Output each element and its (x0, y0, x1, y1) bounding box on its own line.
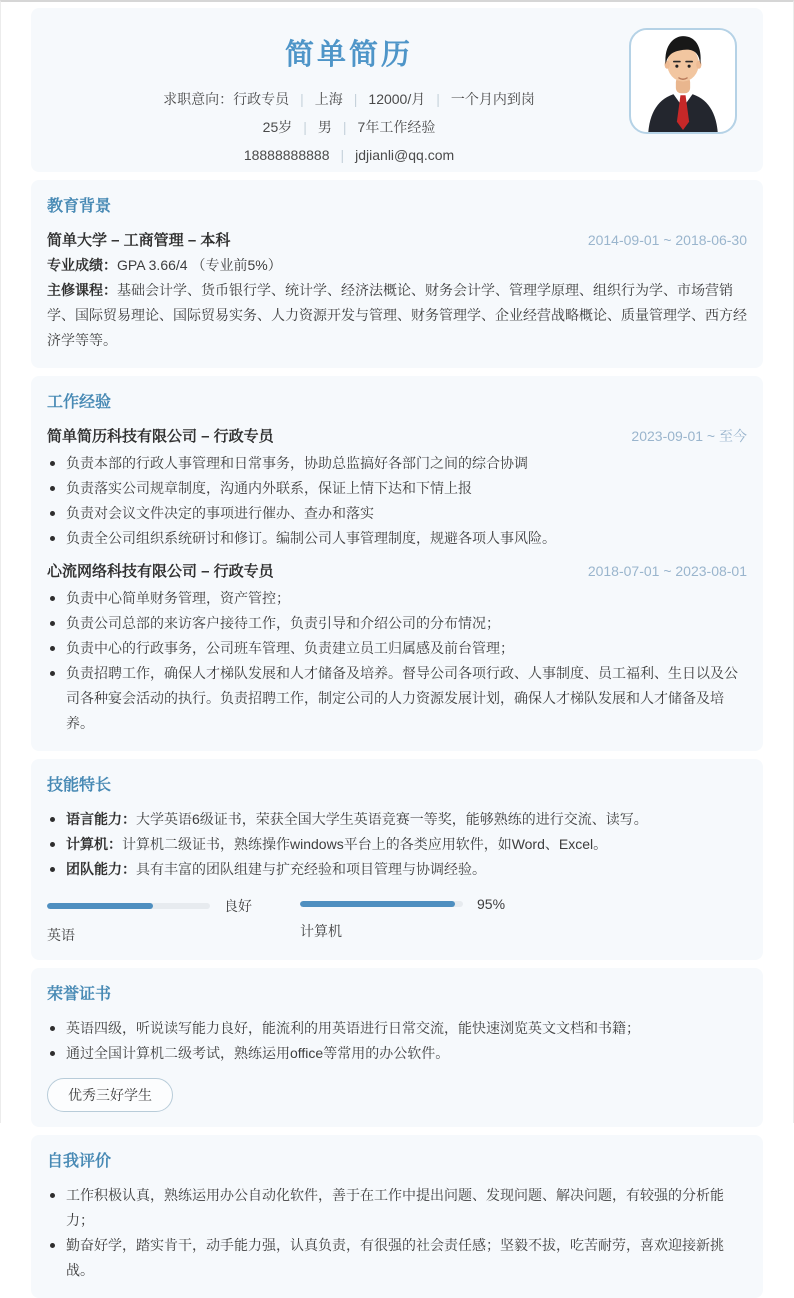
separator: | (340, 147, 345, 163)
intent-salary: 12000/月 (368, 91, 426, 107)
job-entry (47, 424, 747, 551)
self-eval-title: 自我评价 (47, 1153, 112, 1170)
progress-fill (300, 901, 455, 907)
skills-title: 技能特长 (47, 777, 112, 794)
skill-bar-computer (300, 896, 505, 945)
skill-item (47, 807, 747, 832)
separator: | (342, 119, 347, 135)
section-education (31, 180, 763, 368)
progress-track (47, 903, 210, 909)
resume-title: 简单简历 (284, 39, 413, 71)
bar-name: 英语 (47, 927, 75, 943)
education-entry-header (47, 228, 747, 253)
bar-line (300, 896, 505, 912)
job-duty: 负责招聘工作，确保人才梯队发展和人才储备及培养。督导公司各项行政、人事制度、员工福利、生日以及公司各种宴会活动的执行。负责招聘工作，制定公司的人力资源发展计划，确保人才梯队发展和人才储备及培养。 (47, 661, 747, 736)
gpa-value: GPA 3.66/4 （专业前5%） (117, 257, 282, 273)
section-work (31, 376, 763, 751)
resume-page (1, 2, 793, 1278)
phone-number: 18888888888 (243, 147, 330, 163)
contact-row (47, 145, 651, 166)
company-name: 心流网络科技有限公司 – 行政专员 (47, 563, 274, 580)
experience-years: 7年工作经验 (357, 119, 436, 135)
work-title: 工作经验 (47, 394, 112, 411)
skill-label: 团队能力： (66, 861, 136, 877)
bar-name: 计算机 (300, 923, 342, 939)
header-content (47, 32, 651, 166)
bar-value-label: 95% (477, 896, 506, 912)
education-title: 教育背景 (47, 198, 112, 215)
progress-track (300, 901, 463, 907)
intent-city: 上海 (314, 91, 343, 107)
skill-label: 计算机： (66, 836, 122, 852)
job-duty: 负责对会议文件决定的事项进行催办、查办和落实 (47, 501, 747, 526)
school-name: 简单大学 – 工商管理 – 本科 (47, 232, 231, 249)
profile-photo (629, 28, 737, 134)
skill-item (47, 857, 747, 882)
separator: | (353, 91, 358, 107)
skill-item (47, 832, 747, 857)
company-name: 简单简历科技有限公司 – 行政专员 (47, 428, 274, 445)
job-entry-header (47, 424, 747, 449)
skills-list (47, 807, 747, 882)
section-skills (31, 759, 763, 960)
avatar-illustration (631, 30, 735, 132)
gender: 男 (317, 119, 332, 135)
bar-line (47, 896, 252, 916)
separator: | (303, 119, 307, 135)
job-duty: 负责落实公司规章制度，沟通内外联系，保证上情下达和下情上报 (47, 476, 747, 501)
education-date: 2014-09-01 ~ 2018-06-30 (587, 232, 747, 248)
self-eval-item: 勤奋好学，踏实肯干，动手能力强，认真负责，有很强的社会责任感；坚毅不拔，吃苦耐劳，喜欢迎接新挑战。 (47, 1233, 747, 1283)
progress-fill (47, 903, 153, 909)
gpa-label: 专业成绩： (47, 257, 117, 273)
job-intent-row (47, 89, 651, 110)
job-duty: 负责公司总部的来访客户接待工作，负责引导和介绍公司的分布情况； (47, 611, 747, 636)
honor-item: 英语四级，听说读写能力良好，能流利的用英语进行日常交流，能快速浏览英文文档和书籍； (47, 1016, 747, 1041)
separator: | (300, 91, 304, 107)
self-eval-list (47, 1183, 747, 1283)
job-duty: 负责中心简单财务管理，资产管控； (47, 586, 747, 611)
skill-text: 具有丰富的团队组建与扩充经验和项目管理与协调经验。 (136, 861, 486, 877)
job-duty: 负责本部的行政人事管理和日常事务，协助总监搞好各部门之间的综合协调 (47, 451, 747, 476)
age: 25岁 (262, 119, 293, 135)
skill-text: 计算机二级证书，熟练操作windows平台上的各类应用软件，如Word、Excel。 (122, 836, 608, 852)
section-self-evaluation (31, 1135, 763, 1298)
intent-availability: 一个月内到岗 (450, 91, 535, 107)
honor-tag: 优秀三好学生 (47, 1078, 173, 1112)
intent-position: 行政专员 (233, 91, 290, 107)
bar-value-label: 良好 (224, 898, 252, 914)
job-duties-list (47, 451, 747, 551)
job-entry (47, 559, 747, 736)
courses-value: 基础会计学、货币银行学、统计学、经济法概论、财务会计学、管理学原理、组织行为学、市场营销学、国际贸易理论、国际贸易实务、人力资源开发与管理、财务管理学、企业经营战略概论、质量管理学、西方经济学等等。 (47, 282, 747, 348)
job-duty: 负责全公司组织系统研讨和修订。编制公司人事管理制度，规避各项人事风险。 (47, 526, 747, 551)
intent-label: 求职意向： (163, 91, 234, 107)
job-duty: 负责中心的行政事务，公司班车管理、负责建立员工归属感及前台管理； (47, 636, 747, 661)
gpa-line (47, 253, 747, 278)
skill-bars (47, 896, 747, 945)
section-honors (31, 968, 763, 1127)
skill-text: 大学英语6级证书，荣获全国大学生英语竞赛一等奖，能够熟练的进行交流、读写。 (136, 811, 648, 827)
courses-line (47, 278, 747, 353)
personal-info-row (47, 117, 651, 138)
header-section (31, 8, 763, 172)
email-address: jdjianli@qq.com (355, 147, 455, 163)
courses-label: 主修课程： (47, 282, 117, 298)
honors-title: 荣誉证书 (47, 986, 112, 1003)
job-duties-list (47, 586, 747, 736)
skill-label: 语言能力： (66, 811, 136, 827)
job-date: 2023-09-01 ~ 至今 (631, 428, 747, 444)
job-date: 2018-07-01 ~ 2023-08-01 (587, 563, 747, 579)
separator: | (436, 91, 440, 107)
skill-bar-english (47, 896, 252, 945)
honors-list (47, 1016, 747, 1066)
self-eval-item: 工作积极认真，熟练运用办公自动化软件，善于在工作中提出问题、发现问题、解决问题，有较强的分析能力； (47, 1183, 747, 1233)
job-entry-header (47, 559, 747, 584)
honor-item: 通过全国计算机二级考试，熟练运用office等常用的办公软件。 (47, 1041, 747, 1066)
